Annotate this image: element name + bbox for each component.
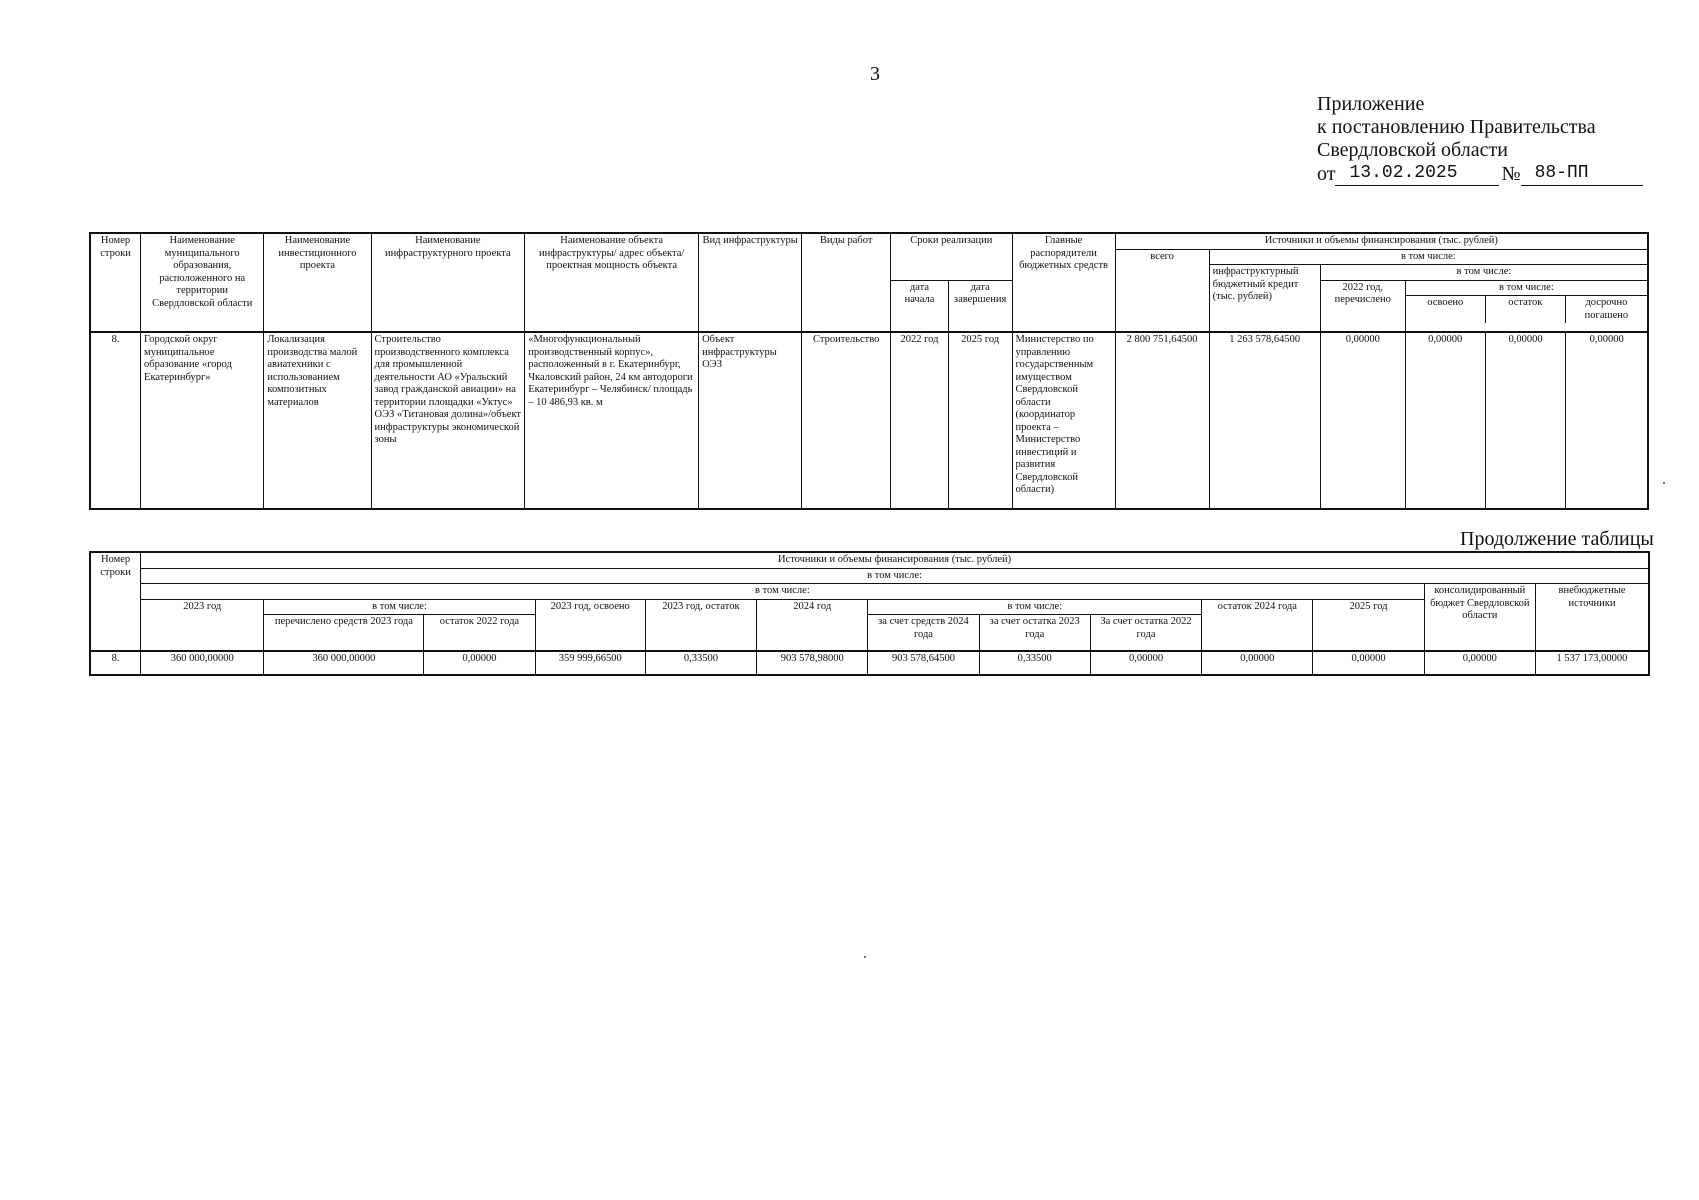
- header-municipality: Наименование муниципального образования, расположенного на территории Свердловской области: [141, 233, 264, 332]
- header-consolidated: консолидированный бюджет Свердловской области: [1424, 584, 1535, 651]
- cell-transferred-2022: 0,00000: [1320, 332, 1405, 509]
- header-including-b: в том числе:: [141, 584, 1425, 600]
- cell-remainder: 0,00000: [1485, 332, 1566, 509]
- header-funding-2: Источники и объемы финансирования (тыс. рублей): [141, 552, 1649, 568]
- header-row-number: Номер строки: [90, 233, 141, 332]
- header-including-a: в том числе:: [141, 568, 1649, 584]
- cell-start-date: 2022 год: [891, 332, 949, 509]
- header-remainder-2022: остаток 2022 года: [424, 615, 535, 651]
- appendix-title: Приложение: [1317, 93, 1425, 115]
- cell-work-type: Строительство: [802, 332, 891, 509]
- cell-object: «Многофункциональный производственный корпус», расположенный в г. Екатеринбург, Чкаловский район, 24 км автодороги Екатеринбург – Челябинск/ площадь – 10 486,93 кв. м: [525, 332, 699, 509]
- cell-year-2025: 0,00000: [1313, 651, 1424, 675]
- header-including-3: в том числе:: [1406, 281, 1647, 297]
- cell-manager: Министерство по управлению государственным имуществом Свердловской области (координатор проекта – Министерство инвестиций и развития Свердловской области): [1012, 332, 1115, 509]
- header-including: в том числе:: [1209, 249, 1648, 265]
- cell-mastered: 0,00000: [1405, 332, 1485, 509]
- appendix-resolution: к постановлению Правительства: [1317, 116, 1596, 138]
- cell-municipality: Городской округ муниципальное образование «город Екатеринбург»: [141, 332, 264, 509]
- header-funds-2024: за счет средств 2024 года: [868, 615, 979, 651]
- header-invest-project: Наименование инвестиционного проекта: [264, 233, 371, 332]
- appendix-region: Свердловской области: [1317, 139, 1508, 161]
- cell-remainder-2022: 0,00000: [424, 651, 535, 675]
- header-terms: Сроки реализации: [891, 233, 1012, 280]
- header-mastered-2023: 2023 год, освоено: [535, 599, 645, 651]
- appendix-block: [1317, 93, 1643, 186]
- header-remainder: остаток: [1486, 296, 1566, 323]
- header-year-2025: 2025 год: [1313, 599, 1424, 651]
- table-row: [90, 651, 1649, 675]
- header-work-types: Виды работ: [802, 233, 891, 332]
- header-year-2023: 2023 год: [141, 599, 264, 651]
- header-including-c: в том числе:: [264, 599, 535, 615]
- page-number: 3: [870, 63, 880, 85]
- header-year-2024: 2024 год: [757, 599, 868, 651]
- header-repaid: досрочно погашено: [1584, 297, 1629, 321]
- header-remainder-2023: 2023 год, остаток: [645, 599, 756, 651]
- cell-invest-project: Локализация производства малой авиатехники с использованием композитных материалов: [264, 332, 371, 509]
- cell-infra-project: Строительство производственного комплекса для промышленной деятельности АО «Уральский завод гражданской авиации» на территории площадки «Уктус» ОЭЗ «Титановая долина»/объект инфраструктуры экономической зоны: [371, 332, 525, 509]
- cell-mastered-2023: 359 999,66500: [535, 651, 645, 675]
- cell-end-date: 2025 год: [948, 332, 1012, 509]
- header-total: всего: [1115, 249, 1209, 332]
- header-remainder-2024: остаток 2024 года: [1202, 599, 1313, 651]
- resolution-date-number: [1317, 162, 1643, 186]
- header-including-2: в том числе:: [1320, 265, 1648, 281]
- cell-remainder-2024: 0,00000: [1202, 651, 1313, 675]
- header-infra-type: Вид инфраструктуры: [699, 233, 802, 332]
- cell-credit: 1 263 578,64500: [1209, 332, 1320, 509]
- cell-off-budget: 1 537 173,00000: [1535, 651, 1649, 675]
- cell-transferred-2023: 360 000,00000: [264, 651, 424, 675]
- table-row: [90, 332, 1648, 509]
- header-infra-project: Наименование инфраструктурного проекта: [371, 233, 525, 332]
- scan-speck: [1663, 482, 1665, 484]
- header-sub-including: [1405, 280, 1648, 332]
- date-prefix: от: [1317, 163, 1336, 185]
- cell-total: 2 800 751,64500: [1115, 332, 1209, 509]
- cell-repaid: 0,00000: [1566, 332, 1648, 509]
- cell-consolidated: 0,00000: [1424, 651, 1535, 675]
- header-rem-2023-funds: за счет остатка 2023 года: [979, 615, 1090, 651]
- header-end-date: дата завершения: [948, 280, 1012, 332]
- continuation-table: [89, 551, 1650, 676]
- header-including-d: в том числе:: [868, 599, 1202, 615]
- cell-rem-2022-funds: 0,00000: [1090, 651, 1201, 675]
- header-row-number-2: Номер строки: [90, 552, 141, 651]
- scan-speck: [864, 956, 866, 958]
- cell-infra-type: Объект инфраструктуры ОЭЗ: [699, 332, 802, 509]
- header-rem-2022-funds: За счет остатка 2022 года: [1090, 615, 1201, 651]
- header-credit: инфраструктурный бюджетный кредит (тыс. рублей): [1209, 265, 1320, 333]
- header-managers: Главные распорядители бюджетных средств: [1012, 233, 1115, 332]
- main-table: [89, 232, 1649, 510]
- header-start-date: дата начала: [891, 280, 949, 332]
- number-prefix: №: [1501, 163, 1521, 185]
- header-mastered: освоено: [1406, 296, 1486, 323]
- cell-year-2024: 903 578,98000: [757, 651, 868, 675]
- cell-funds-2024: 903 578,64500: [868, 651, 979, 675]
- header-transferred-2022: 2022 год, перечислено: [1320, 280, 1405, 332]
- cell-row-number-2: 8.: [90, 651, 141, 675]
- cell-year-2023: 360 000,00000: [141, 651, 264, 675]
- continuation-title: Продолжение таблицы: [1460, 528, 1654, 550]
- resolution-date: 13.02.2025: [1335, 162, 1499, 186]
- resolution-number: 88-ПП: [1521, 162, 1643, 186]
- header-funding: Источники и объемы финансирования (тыс. рублей): [1115, 233, 1648, 249]
- header-off-budget: внебюджетные источники: [1535, 584, 1649, 651]
- cell-rem-2023-funds: 0,33500: [979, 651, 1090, 675]
- header-transferred-2023: перечислено средств 2023 года: [264, 615, 424, 651]
- header-object: Наименование объекта инфраструктуры/ адрес объекта/ проектная мощность объекта: [525, 233, 699, 332]
- cell-remainder-2023: 0,33500: [645, 651, 756, 675]
- cell-row-number: 8.: [90, 332, 141, 509]
